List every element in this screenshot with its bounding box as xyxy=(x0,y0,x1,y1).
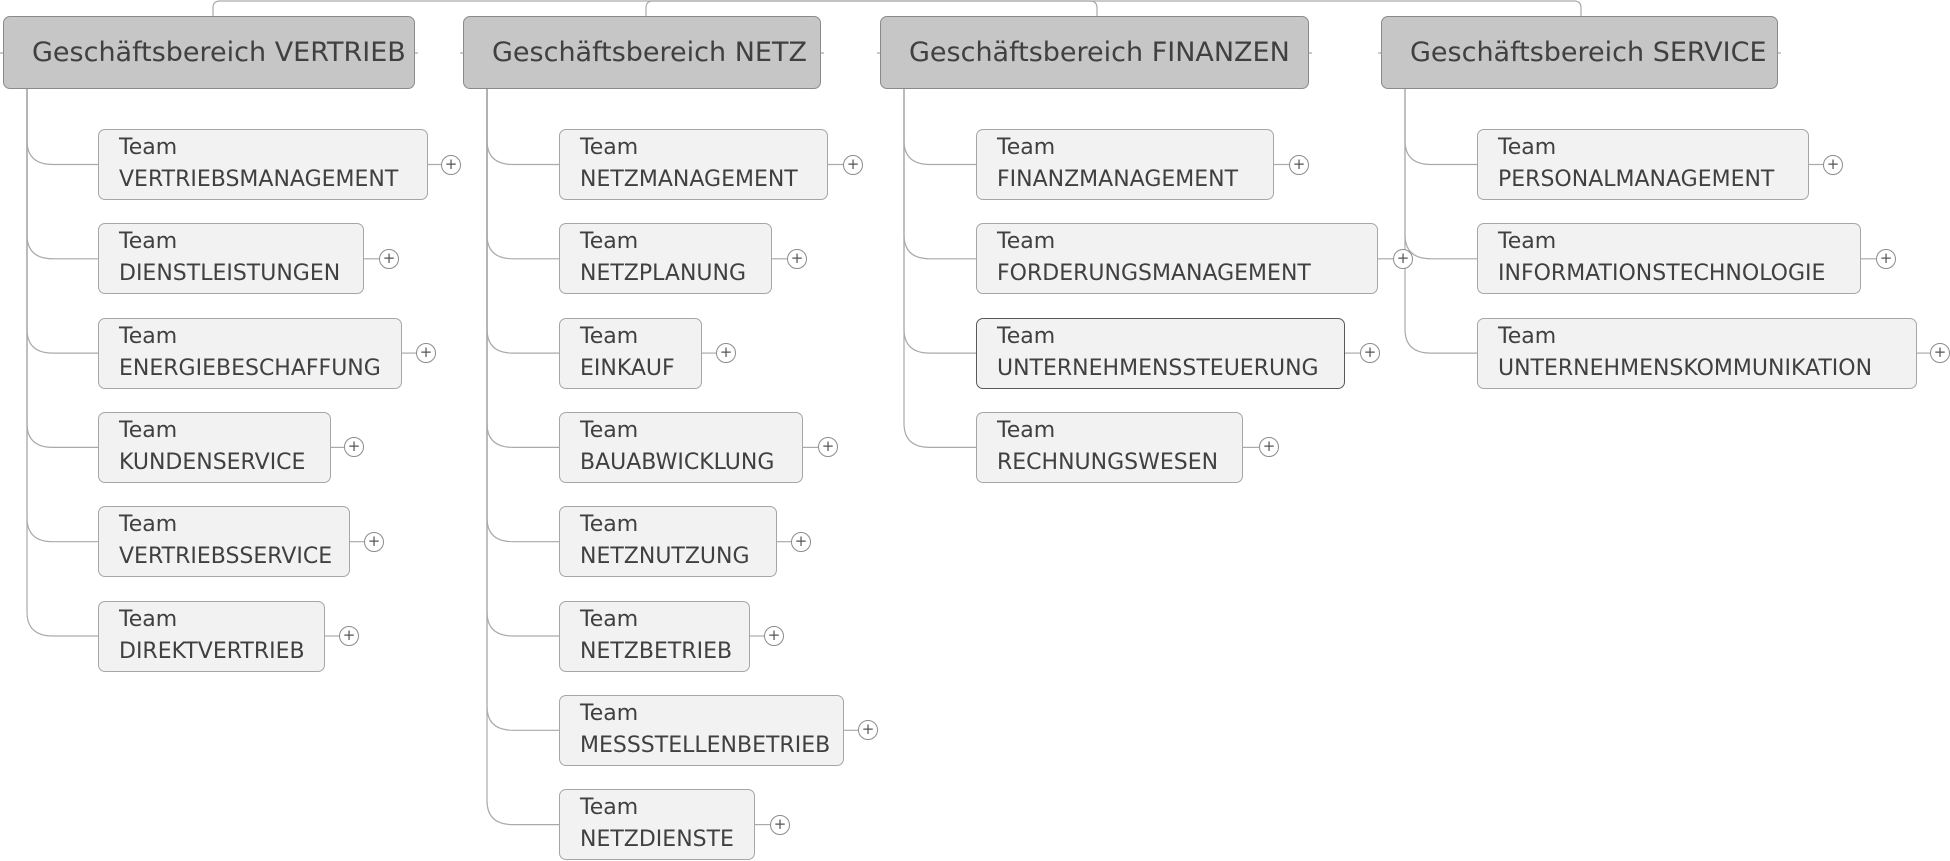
team-node-personalmanagement[interactable] xyxy=(1477,129,1809,200)
team-label-line1: Team xyxy=(119,606,178,632)
team-label-line1: Team xyxy=(1498,229,1557,255)
team-label-line2: NETZDIENSTE xyxy=(580,827,734,853)
team-connector xyxy=(1405,89,1477,165)
team-label-line2: UNTERNEHMENSSTEUERUNG xyxy=(997,355,1319,381)
team-connector xyxy=(1405,89,1477,259)
team-label-line2: MESSSTELLENBETRIEB xyxy=(580,732,831,758)
team-node-informationstechnologie[interactable] xyxy=(1477,223,1861,294)
division-finanzen[interactable] xyxy=(880,16,1309,89)
team-connector xyxy=(27,89,98,259)
team-connector xyxy=(487,89,559,259)
team-connector xyxy=(487,89,559,730)
team-node-vertriebsservice[interactable] xyxy=(98,506,350,577)
team-label-line1: Team xyxy=(997,323,1056,349)
team-node-einkauf[interactable] xyxy=(559,318,702,389)
team-label-line1: Team xyxy=(119,417,178,443)
team-label-line1: Team xyxy=(580,135,639,160)
expand-icon[interactable]: + xyxy=(379,249,399,269)
division-vertrieb[interactable] xyxy=(3,16,415,89)
team-label-line2: NETZBETRIEB xyxy=(580,638,733,664)
expand-icon[interactable]: + xyxy=(818,437,838,457)
team-label-line1: Team xyxy=(119,512,178,538)
team-node-netzmanagement[interactable] xyxy=(559,129,828,200)
team-label-line1: Team xyxy=(997,135,1056,160)
team-label-line1: Team xyxy=(580,229,639,255)
root-connector xyxy=(213,1,1581,16)
team-connector xyxy=(27,89,98,447)
team-connector xyxy=(904,89,976,447)
expand-icon[interactable]: + xyxy=(416,343,436,363)
team-node-netzplanung[interactable] xyxy=(559,223,772,294)
team-connector xyxy=(904,89,976,353)
root-connector-inner xyxy=(646,1,1097,16)
expand-icon[interactable]: + xyxy=(1289,155,1309,175)
team-node-dienstleistungen[interactable] xyxy=(98,223,364,294)
team-label-line1: Team xyxy=(997,229,1056,255)
team-node-energiebeschaffung[interactable] xyxy=(98,318,402,389)
team-node-kundenservice[interactable] xyxy=(98,412,331,483)
team-node-unternehmenssteuerung[interactable] xyxy=(976,318,1345,389)
team-label-line1: Team xyxy=(119,229,178,255)
expand-icon[interactable]: + xyxy=(1259,437,1279,457)
team-connector xyxy=(487,89,559,636)
expand-icon[interactable]: + xyxy=(787,249,807,269)
team-node-bauabwicklung[interactable] xyxy=(559,412,803,483)
team-node-finanzmanagement[interactable] xyxy=(976,129,1274,200)
team-connector xyxy=(904,89,976,259)
team-connector xyxy=(487,89,559,165)
team-node-direktvertrieb[interactable] xyxy=(98,601,325,672)
team-node-vertriebsmanagement[interactable] xyxy=(98,129,428,200)
expand-icon[interactable]: + xyxy=(339,626,359,646)
division-label: Geschäftsbereich NETZ xyxy=(492,37,807,68)
expand-icon[interactable]: + xyxy=(441,155,461,175)
expand-icon[interactable]: + xyxy=(1393,249,1413,269)
team-label-line1: Team xyxy=(119,135,178,160)
team-label-line1: Team xyxy=(580,417,639,443)
team-label-line2: FORDERUNGSMANAGEMENT xyxy=(997,261,1311,287)
team-label-line2: EINKAUF xyxy=(580,355,675,381)
expand-icon[interactable]: + xyxy=(1876,249,1896,269)
team-label-line2: PERSONALMANAGEMENT xyxy=(1498,167,1775,192)
team-connector xyxy=(27,89,98,353)
team-connector xyxy=(1405,89,1477,353)
expand-icon[interactable]: + xyxy=(1823,155,1843,175)
team-connector xyxy=(487,89,559,447)
team-label-line1: Team xyxy=(580,795,639,821)
expand-icon[interactable]: + xyxy=(1360,343,1380,363)
team-label-line2: VERTRIEBSMANAGEMENT xyxy=(119,167,399,192)
team-label-line2: NETZMANAGEMENT xyxy=(580,167,798,192)
team-label-line2: BAUABWICKLUNG xyxy=(580,449,775,475)
team-node-unternehmenskommunikation[interactable] xyxy=(1477,318,1917,389)
team-label-line1: Team xyxy=(580,512,639,538)
team-connector xyxy=(487,89,559,542)
team-label-line2: UNTERNEHMENSKOMMUNIKATION xyxy=(1498,355,1873,381)
team-label-line2: DIREKTVERTRIEB xyxy=(119,638,305,664)
team-connector xyxy=(487,89,559,353)
team-label-line2: NETZNUTZUNG xyxy=(580,544,750,570)
team-label-line2: KUNDENSERVICE xyxy=(119,449,306,475)
team-label-line1: Team xyxy=(1498,135,1557,160)
team-label-line1: Team xyxy=(580,606,639,632)
team-label-line2: RECHNUNGSWESEN xyxy=(997,449,1219,475)
team-label-line2: INFORMATIONSTECHNOLOGIE xyxy=(1498,261,1826,287)
expand-icon[interactable]: + xyxy=(344,437,364,457)
team-node-rechnungswesen[interactable] xyxy=(976,412,1243,483)
division-netz[interactable] xyxy=(463,16,821,89)
team-connector xyxy=(487,89,559,825)
team-label-line2: DIENSTLEISTUNGEN xyxy=(119,261,341,287)
team-connector xyxy=(904,89,976,165)
team-label-line1: Team xyxy=(119,323,178,349)
team-label-line1: Team xyxy=(580,323,639,349)
team-label-line2: ENERGIEBESCHAFFUNG xyxy=(119,355,381,381)
team-node-messstellenbetrieb[interactable] xyxy=(559,695,844,766)
division-label: Geschäftsbereich SERVICE xyxy=(1410,37,1767,68)
team-node-netzbetrieb[interactable] xyxy=(559,601,750,672)
team-label-line1: Team xyxy=(580,700,639,726)
expand-icon[interactable]: + xyxy=(764,626,784,646)
division-service[interactable] xyxy=(1381,16,1778,89)
expand-icon[interactable]: + xyxy=(716,343,736,363)
expand-icon[interactable]: + xyxy=(364,532,384,552)
team-node-netzdienste[interactable] xyxy=(559,789,755,860)
expand-icon[interactable]: + xyxy=(1930,343,1950,363)
team-label-line1: Team xyxy=(1498,323,1557,349)
team-connector xyxy=(27,89,98,636)
team-label-line2: VERTRIEBSSERVICE xyxy=(119,544,333,570)
expand-icon[interactable]: + xyxy=(791,532,811,552)
team-connector xyxy=(27,89,98,165)
division-label: Geschäftsbereich VERTRIEB xyxy=(32,37,406,68)
team-label-line2: FINANZMANAGEMENT xyxy=(997,167,1239,192)
division-label: Geschäftsbereich FINANZEN xyxy=(909,37,1290,68)
team-label-line2: NETZPLANUNG xyxy=(580,261,747,287)
team-connector xyxy=(27,89,98,542)
expand-icon[interactable]: + xyxy=(843,155,863,175)
team-label-line1: Team xyxy=(997,417,1056,443)
team-node-netznutzung[interactable] xyxy=(559,506,777,577)
team-node-forderungsmanagement[interactable] xyxy=(976,223,1378,294)
expand-icon[interactable]: + xyxy=(770,815,790,835)
expand-icon[interactable]: + xyxy=(858,720,878,740)
